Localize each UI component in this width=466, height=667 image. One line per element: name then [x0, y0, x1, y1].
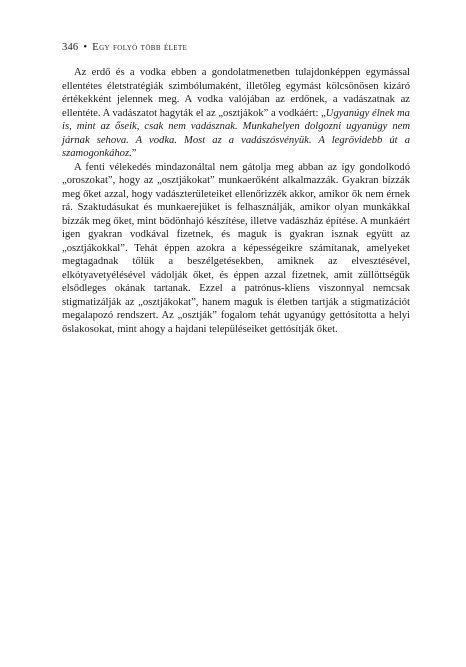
running-head — [62, 42, 187, 53]
paragraph-2-text: A fenti vélekedés mindazonáltal nem gátolja meg abban az így gondolkodó „oroszokat”, hogy az „osztjákokat” munkaerőként alkalmazzák. Gyakran bízzák meg őket azzal, hogy vadászterületeiket ellenőrizzék akkor, amikor ők nem érnek rá. Szaktudásukat és munkaerejüket is felhasználják, amikor olyan munkákkal bízzák meg őket, mint bödönhajó készítése, illetve vadászház építése. A munkáért igen gyakran vodkával fizetnek, és maguk is gyakran isznak együtt az „osztjákokkal”. Tehát éppen azokra a képességeikre számítanak, amelyeket megtagadnak tőlük a beszélgetésekben, amiknek az elvesztésével, elkótyavetyélésével vádolják őket, és éppen azzal fizetnek, amit züllöttségük elsődleges okának tartanak. Ezzel a patrónus-kliens viszonnyal nemcsak stigmatizálják az „osztjákokat”, hanem maguk is életben tartják a stigmatizációt megalapozó rendszert. Az „osztják” fogalom tehát ugyanúgy gettósította a helyi őslakosokat, mint ahogy a hajdani településeiket gettósítják őket. — [62, 161, 410, 335]
body-text — [62, 66, 410, 336]
paragraph-1-text: Az erdő és a vodka ebben a gondolatmenetben tulajdonképpen egymással ellentétes életstratégiák szimbólumaként, illetőleg egymást kölcsönösen kizáró értékekként jelennek meg. A vodka valójában az erdőnek, a vadászatnak az ellentéte. A vadászatot hagyták el az „osztjákok” a vodkáért: „ — [62, 67, 410, 119]
paragraph-1 — [62, 66, 410, 161]
page-number: 346 — [62, 42, 79, 53]
paragraph-1-closing-quote: ” — [131, 148, 137, 159]
paragraph-1-quote: Ugyanúgy élnek ma is, mint az őseik, csak nem vadásznak. Munkahelyen dolgozni ugyanúgy nem járnak sehova. A vodka. Most az a vadászósvényük. A legrövidebb út a szamogonkához. — [62, 107, 410, 159]
paragraph-2 — [62, 161, 410, 337]
bullet-separator: • — [83, 42, 88, 53]
book-title: Egy folyó több élete — [92, 42, 188, 53]
